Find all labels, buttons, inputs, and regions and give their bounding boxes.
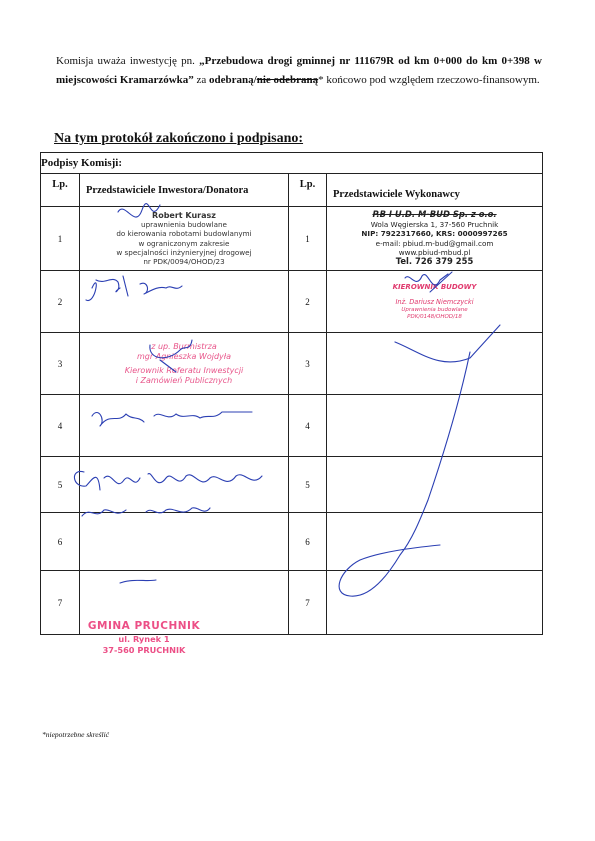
- investor-signature-cell: [80, 271, 289, 333]
- slash: /: [253, 74, 257, 86]
- row-number: 7: [41, 571, 80, 635]
- contractor-signature-cell: [327, 395, 543, 457]
- investor-signature-cell: [80, 513, 289, 571]
- stamp-line: i Zamówień Publicznych: [135, 375, 233, 385]
- row-number: 5: [41, 457, 80, 513]
- stamp-line: P.B I U.D. M-BUD Sp. z o.o.: [372, 209, 497, 220]
- contractor-stamp: [327, 210, 542, 266]
- investor-signature-cell: [80, 207, 289, 271]
- row-number: 3: [289, 333, 327, 395]
- contractor-signature-cell: [327, 271, 543, 333]
- signing-heading: Na tym protokół zakończono i podpisano:: [54, 131, 304, 146]
- contractor-header: Przedstawiciele Wykonawcy: [327, 174, 543, 207]
- stamp-line: 37-560 PRUCHNIK: [102, 645, 186, 655]
- row-number: 5: [289, 457, 327, 513]
- odebrana-word: odebraną: [209, 74, 254, 86]
- stamp-line: Uprawnienia budowlane: [401, 306, 468, 313]
- lp-header-contractor: Lp.: [289, 174, 327, 207]
- stamp-line: z up. Burmistrza: [151, 341, 217, 351]
- row-number: 6: [41, 513, 80, 571]
- nie-odebrana-struck: nie odebraną: [256, 74, 319, 86]
- gmina-stamp: [84, 620, 204, 655]
- intro-text-end: końcowo pod względem rzeczowo-finansowym.: [323, 74, 540, 86]
- stamp-line: Inż. Dariusz Niemczycki: [395, 297, 474, 306]
- signatures-table: [40, 152, 543, 635]
- row-number: 2: [41, 271, 80, 333]
- intro-paragraph: [56, 52, 542, 90]
- row-number: 7: [289, 571, 327, 635]
- stamp-line: uprawnienia budowlane: [141, 220, 227, 230]
- investor-header: Przedstawiciele Inwestora/Donatora: [80, 174, 289, 207]
- stamp-line: do kierowania robotami budowlanymi: [116, 229, 252, 239]
- investor-signature-cell: [80, 457, 289, 513]
- contractor-signature-cell: [327, 333, 543, 395]
- row-number: 6: [289, 513, 327, 571]
- investor-signature-cell: [80, 333, 289, 395]
- stamp-line: w specjalności inżynieryjnej drogowej: [116, 247, 252, 257]
- contractor-signature-cell: [327, 457, 543, 513]
- stamp-line: NIP: 7922317660, KRS: 0000997265: [361, 229, 508, 239]
- footnote: *niepotrzebne skreślić: [42, 730, 109, 739]
- row-number: 2: [289, 271, 327, 333]
- stamp-line: PDK/0148/OHOD/18: [407, 313, 462, 320]
- contractor-signature-cell: [327, 207, 543, 271]
- stamp-line: mgr Agnieszka Wojdyła: [137, 351, 231, 361]
- contractor-signature-cell: [327, 571, 543, 635]
- stamp-line: ul. Rynek 1: [118, 634, 170, 644]
- stamp-line: e-mail: pbiud.m-bud@gmail.com: [375, 238, 494, 248]
- lp-header-investor: Lp.: [41, 174, 80, 207]
- intro-text-start: Komisja uważa inwestycję pn.: [56, 55, 200, 67]
- site-manager-stamp: [327, 283, 542, 321]
- row-number: 4: [41, 395, 80, 457]
- investment-name: „Przebudowa drogi gminnej nr 111679R od km 0+000 do km 0+398 w miejscowości Kramarzówka”: [56, 55, 542, 86]
- stamp-line: Kierownik Referatu Inwestycji: [124, 365, 244, 375]
- burmistrz-stamp: [80, 342, 288, 386]
- investor-signature-cell: [80, 395, 289, 457]
- stamp-line: www.pbiud-mbud.pl: [398, 247, 471, 257]
- row-number: 4: [289, 395, 327, 457]
- investor-stamp: [80, 211, 288, 266]
- stamp-line: nr PDK/0094/OHOD/23: [143, 256, 225, 266]
- row-number: 1: [289, 207, 327, 271]
- stamp-line: Tel. 726 379 255: [395, 256, 474, 267]
- stamp-line: Robert Kurasz: [152, 210, 216, 220]
- contractor-signature-cell: [327, 513, 543, 571]
- stamp-line: Wola Węgierska 1, 37-560 Pruchnik: [370, 219, 499, 229]
- stamp-line: GMINA PRUCHNIK: [87, 620, 201, 632]
- row-number: 3: [41, 333, 80, 395]
- asterisk: *: [318, 74, 324, 86]
- komisja-label: Podpisy Komisji:: [41, 153, 543, 174]
- row-number: 1: [41, 207, 80, 271]
- stamp-line: w ograniczonym zakresie: [138, 238, 230, 248]
- stamp-line: KIEROWNIK BUDOWY: [392, 282, 477, 291]
- intro-za: za: [193, 74, 210, 86]
